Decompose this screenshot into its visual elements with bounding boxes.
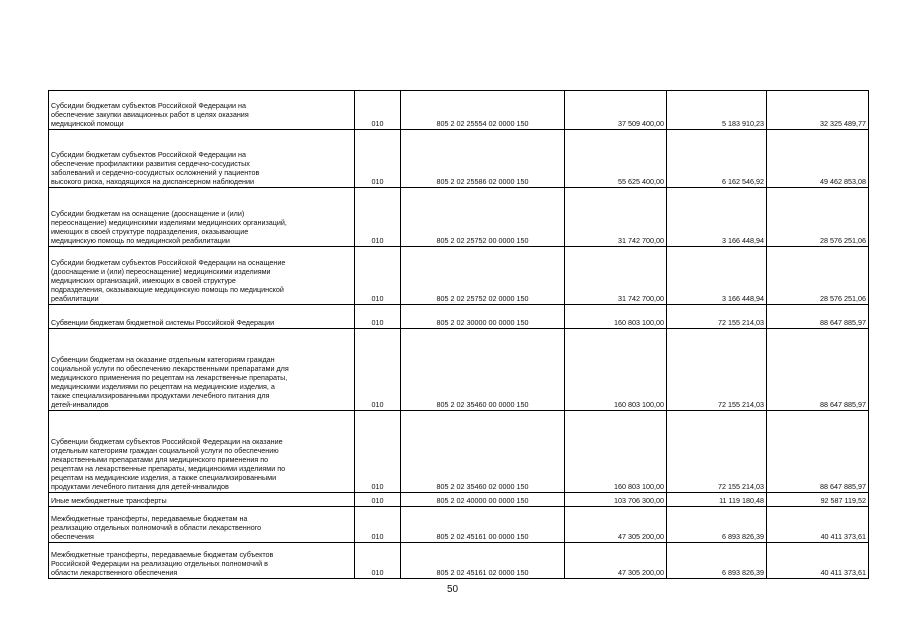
row-budget-code-cell: 805 2 02 25586 02 0000 150 bbox=[401, 130, 565, 188]
table-row bbox=[49, 305, 869, 329]
row-approved-cell: 47 305 200,00 bbox=[565, 543, 667, 579]
row-name-cell: Субсидии бюджетам субъектов Российской Федерации на обеспечение профилактики развития сердечно-сосудистых заболеваний и сердечно-сосудистых осложнений у пациентов высокого риска, находящихся на диспансерном наблюдении bbox=[49, 130, 355, 188]
row-name-cell: Субвенции бюджетам на оказание отдельным категориям граждан социальной услуги по обеспечению лекарственными препаратами для медицинского применения по рецептам на лекарственные препараты, медицинскими изделиями по рецептам на медицинские изделия, а также специализированными продуктами лечебного питания для детей-инвалидов bbox=[49, 329, 355, 411]
row-name-cell: Субвенции бюджетам бюджетной системы Российской Федерации bbox=[49, 305, 355, 329]
table-row bbox=[49, 493, 869, 507]
row-executed-cell: 72 155 214,03 bbox=[667, 329, 767, 411]
row-approved-cell: 47 305 200,00 bbox=[565, 507, 667, 543]
row-approved-cell: 103 706 300,00 bbox=[565, 493, 667, 507]
row-line-code-cell: 010 bbox=[355, 507, 401, 543]
row-budget-code-cell: 805 2 02 30000 00 0000 150 bbox=[401, 305, 565, 329]
row-line-code-cell: 010 bbox=[355, 130, 401, 188]
row-line-code-cell: 010 bbox=[355, 329, 401, 411]
table-row bbox=[49, 507, 869, 543]
row-line-code-cell: 010 bbox=[355, 247, 401, 305]
row-unexecuted-cell: 40 411 373,61 bbox=[767, 543, 869, 579]
row-budget-code-cell: 805 2 02 40000 00 0000 150 bbox=[401, 493, 565, 507]
row-unexecuted-cell: 92 587 119,52 bbox=[767, 493, 869, 507]
row-unexecuted-cell: 32 325 489,77 bbox=[767, 91, 869, 130]
table-row bbox=[49, 543, 869, 579]
row-unexecuted-cell: 88 647 885,97 bbox=[767, 305, 869, 329]
row-line-code-cell: 010 bbox=[355, 493, 401, 507]
row-name-cell: Межбюджетные трансферты, передаваемые бюджетам субъектов Российской Федерации на реализацию отдельных полномочий в области лекарственного обеспечения bbox=[49, 543, 355, 579]
page-number: 50 bbox=[446, 584, 459, 595]
row-unexecuted-cell: 88 647 885,97 bbox=[767, 329, 869, 411]
row-approved-cell: 31 742 700,00 bbox=[565, 188, 667, 247]
row-unexecuted-cell: 28 576 251,06 bbox=[767, 188, 869, 247]
row-name-cell: Иные межбюджетные трансферты bbox=[49, 493, 355, 507]
row-name-cell: Субсидии бюджетам на оснащение (дооснащение и (или) переоснащение) медицинскими изделиями медицинских организаций, имеющих в своей структуре подразделения, оказывающие медицинскую помощь по медицинской реабилитации bbox=[49, 188, 355, 247]
row-approved-cell: 160 803 100,00 bbox=[565, 411, 667, 493]
row-line-code-cell: 010 bbox=[355, 188, 401, 247]
table-row bbox=[49, 91, 869, 130]
row-budget-code-cell: 805 2 02 35460 02 0000 150 bbox=[401, 411, 565, 493]
row-approved-cell: 55 625 400,00 bbox=[565, 130, 667, 188]
row-approved-cell: 37 509 400,00 bbox=[565, 91, 667, 130]
row-unexecuted-cell: 49 462 853,08 bbox=[767, 130, 869, 188]
row-name-cell: Субсидии бюджетам субъектов Российской Федерации на обеспечение закупки авиационных работ в целях оказания медицинской помощи bbox=[49, 91, 355, 130]
row-budget-code-cell: 805 2 02 45161 00 0000 150 bbox=[401, 507, 565, 543]
row-executed-cell: 6 893 826,39 bbox=[667, 543, 767, 579]
row-approved-cell: 31 742 700,00 bbox=[565, 247, 667, 305]
row-executed-cell: 3 166 448,94 bbox=[667, 247, 767, 305]
row-line-code-cell: 010 bbox=[355, 411, 401, 493]
row-unexecuted-cell: 88 647 885,97 bbox=[767, 411, 869, 493]
row-executed-cell: 6 162 546,92 bbox=[667, 130, 767, 188]
row-executed-cell: 5 183 910,23 bbox=[667, 91, 767, 130]
row-name-cell: Субвенции бюджетам субъектов Российской Федерации на оказание отдельным категориям граждан социальной услуги по обеспечению лекарственными препаратами для медицинского применения по рецептам на лекарственные препараты, медицинскими изделиями по рецептам на медицинские изделия, а также специализированными продуктами лечебного питания для детей-инвалидов bbox=[49, 411, 355, 493]
budget-table bbox=[48, 90, 869, 579]
row-executed-cell: 72 155 214,03 bbox=[667, 305, 767, 329]
row-executed-cell: 6 893 826,39 bbox=[667, 507, 767, 543]
row-approved-cell: 160 803 100,00 bbox=[565, 329, 667, 411]
row-executed-cell: 3 166 448,94 bbox=[667, 188, 767, 247]
table-row bbox=[49, 188, 869, 247]
table-row bbox=[49, 130, 869, 188]
row-budget-code-cell: 805 2 02 25554 02 0000 150 bbox=[401, 91, 565, 130]
row-executed-cell: 72 155 214,03 bbox=[667, 411, 767, 493]
table-row bbox=[49, 329, 869, 411]
table-row bbox=[49, 247, 869, 305]
table-row bbox=[49, 411, 869, 493]
row-line-code-cell: 010 bbox=[355, 543, 401, 579]
row-name-cell: Субсидии бюджетам субъектов Российской Федерации на оснащение (дооснащение и (или) переоснащение) медицинскими изделиями медицинских организаций, имеющих в своей структуре подразделения, оказывающие медицинскую помощь по медицинской реабилитации bbox=[49, 247, 355, 305]
row-budget-code-cell: 805 2 02 35460 00 0000 150 bbox=[401, 329, 565, 411]
row-budget-code-cell: 805 2 02 25752 00 0000 150 bbox=[401, 188, 565, 247]
row-executed-cell: 11 119 180,48 bbox=[667, 493, 767, 507]
row-unexecuted-cell: 40 411 373,61 bbox=[767, 507, 869, 543]
row-line-code-cell: 010 bbox=[355, 91, 401, 130]
row-unexecuted-cell: 28 576 251,06 bbox=[767, 247, 869, 305]
row-budget-code-cell: 805 2 02 25752 02 0000 150 bbox=[401, 247, 565, 305]
row-budget-code-cell: 805 2 02 45161 02 0000 150 bbox=[401, 543, 565, 579]
row-approved-cell: 160 803 100,00 bbox=[565, 305, 667, 329]
row-line-code-cell: 010 bbox=[355, 305, 401, 329]
row-name-cell: Межбюджетные трансферты, передаваемые бюджетам на реализацию отдельных полномочий в области лекарственного обеспечения bbox=[49, 507, 355, 543]
